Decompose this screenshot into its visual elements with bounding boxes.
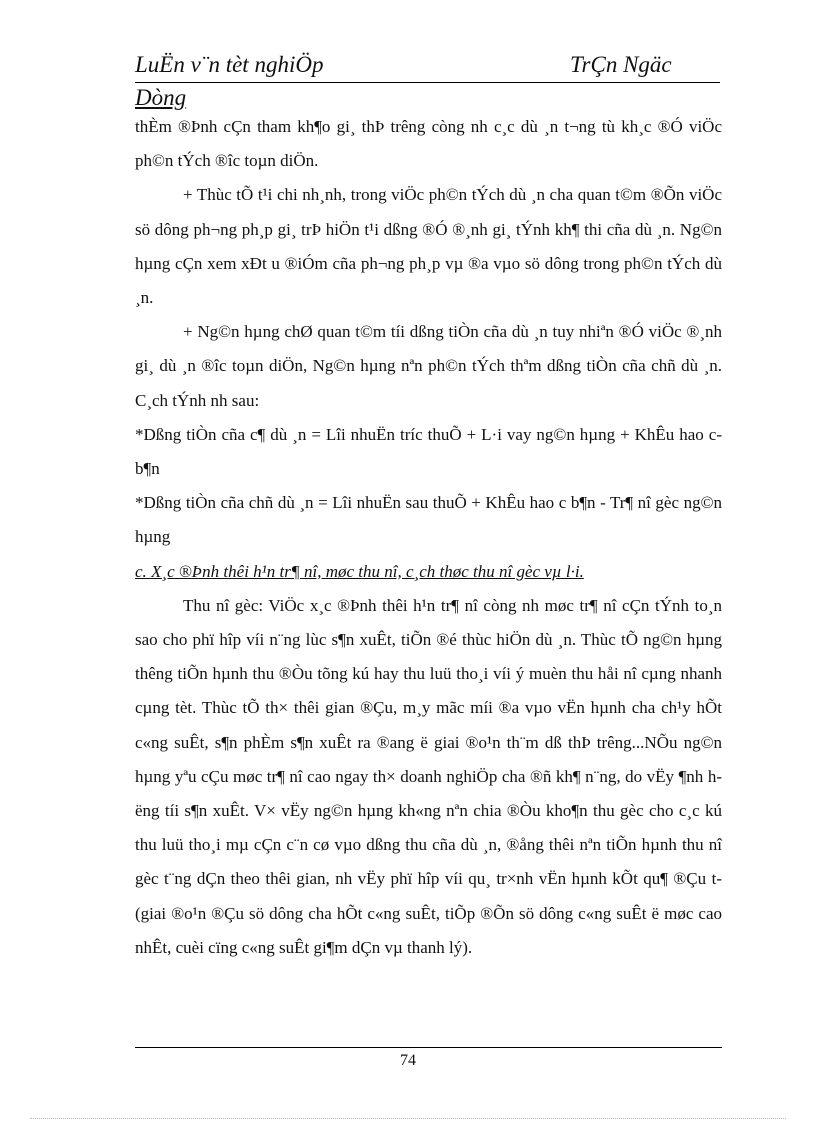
paragraph-4: Thu nî gèc: ViÖc x¸c ®Þnh thêi h¹n tr¶ nî còng nh møc tr¶ nî cÇn tÝnh to¸n sao cho phï hîp víi n¨ng lùc s¶n xuÊt, tiÕn ®é thùc hiÖn dù ¸n. Thùc tÕ ng©n hµng thêng tiÕn hµnh thu ®Òu tõng kú hay thu luü tho¸i víi ý muèn thu håi nî cµng nhanh cµng tèt. Thùc tÕ th× thêi gian ®Çu, m¸y mãc míi ®a vµo vËn hµnh cha ch¹y hÕt c«ng suÊt, s¶n phÈm s¶n xuÊt ra ®ang ë giai ®o¹n th¨m dß thÞ trêng...NÕu ng©n hµng yªu cÇu møc tr¶ nî cao ngay th× doanh nghiÖp cha ®ñ kh¶ n¨ng, do vËy ¶nh hëng tíi s¶n xuÊt. V× vËy ng©n hµng kh«ng nªn chia ®Òu kho¶n thu gèc cho c¸c kú thu luü tho¸i mµ cÇn c¨n cø vµo dßng thu cña dù ¸n, ®ång thêi nªn tiÕn hµnh thu nî gèc t¨ng dÇn theo thêi gian, nh vËy phï hîp víi qu¸ tr×nh vËn hµnh kÕt qu¶ ®Çu t (giai ®o¹n ®Çu sö dông cha hÕt c«ng suÊt, tiÕp ®Õn sö dông c«ng suÊt ë møc cao nhÊt, cuèi cïng c«ng suÊt gi¶m dÇn vµ thanh lý). [135, 595, 722, 957]
header-author: TrÇn Ngäc [570, 52, 672, 77]
formula-2: *Dßng tiÒn cña chñ dù ¸n = Lîi nhuËn sau thuÕ + KhÊu hao c b¶n - Tr¶ nî gèc ng©n hµng [135, 493, 722, 547]
paragraph-3: + Ng©n hµng chØ quan t©m tíi dßng tiÒn cña dù ¸n tuy nhiªn ®Ó viÖc ®¸nh gi¸ dù ¸n ®îc toµn diÖn, Ng©n hµng nªn ph©n tÝch thªm dßng tiÒn cña chñ dù ¸n. C¸ch tÝnh nh sau: [135, 322, 722, 410]
paragraph-2: + Thùc tÕ t¹i chi nh¸nh, trong viÖc ph©n tÝch dù ¸n cha quan t©m ®Õn viÖc sö dông ph¬ng ph¸p gi¸ trÞ hiÖn t¹i dßng ®Ó ®¸nh gi¸ tÝnh kh¶ thi cña dù ¸n. Ng©n hµng cÇn xem xÐt u ®iÓm cña ph¬ng ph¸p vµ ®a vµo sö dông trong ph©n tÝch dù ¸n. [135, 185, 722, 308]
header-title-left: LuËn v¨n tèt nghiÖp [135, 52, 324, 77]
header-line [135, 50, 720, 83]
footer-rule [135, 1047, 722, 1048]
section-heading: c. X¸c ®Þnh thêi h¹n tr¶ nî, møc thu nî, c¸ch thøc thu nî gèc vµ l·i. [135, 561, 584, 581]
header-author-continued: Dòng [135, 85, 187, 110]
page-header [135, 50, 720, 113]
body-text [135, 110, 722, 965]
page-number: 74 [400, 1052, 416, 1069]
formula-1: *Dßng tiÒn cña c¶ dù ¸n = Lîi nhuËn tríc thuÕ + L·i vay ng©n hµng + KhÊu hao c b¶n [135, 424, 722, 479]
page-edge-divider [30, 1118, 786, 1119]
paragraph-1: thÈm ®Þnh cÇn tham kh¶o gi¸ thÞ trêng còng nh c¸c dù ¸n t¬ng tù kh¸c ®Ó viÖc ph©n tÝch ®îc toµn diÖn. [135, 117, 722, 171]
